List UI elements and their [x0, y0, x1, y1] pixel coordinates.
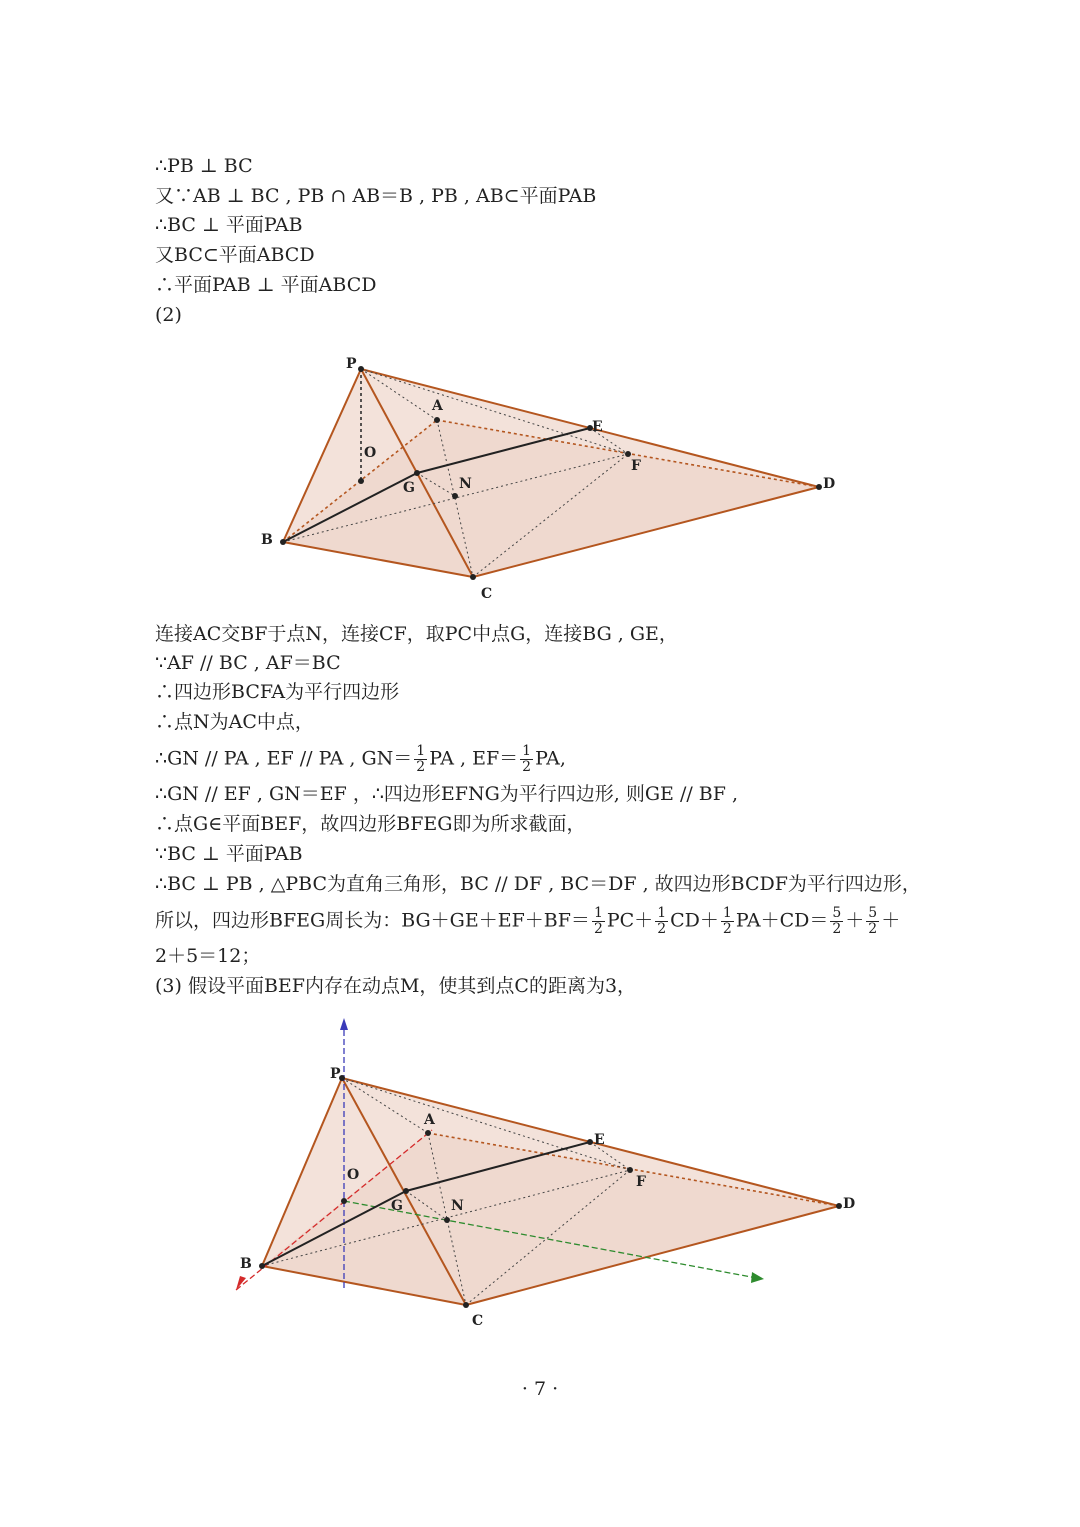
denominator: 2 [657, 921, 667, 937]
denominator: 2 [722, 921, 732, 937]
label-c: C [481, 586, 493, 602]
point-a [425, 1130, 431, 1136]
proof-line: 连接AC交BF于点N，连接CF，取PC中点G，连接BG , GE， [155, 623, 678, 645]
proof-line: ∴GN // EF , GN＝EF ，∴四边形EFNG为平行四边形, 则GE // BF , [155, 783, 739, 805]
text-segment: PA＋CD＝ [735, 909, 829, 932]
proof-line: ∴四边形BCFA为平行四边形 [155, 681, 400, 703]
proof-line: ∴BC ⊥ 平面PAB [155, 214, 303, 236]
numerator: 1 [593, 905, 603, 921]
label-g: G [403, 480, 415, 496]
label-o: O [347, 1167, 360, 1183]
point-b [259, 1263, 265, 1269]
proof-line: ∴点N为AC中点， [155, 711, 314, 733]
proof-line: 又BC⊂平面ABCD [155, 244, 315, 266]
label-f: F [631, 458, 641, 474]
label-f: F [636, 1174, 646, 1190]
proof-line: ∴点G∈平面BEF，故四边形BFEG即为所求截面， [155, 813, 586, 835]
proof-line: ∵BC ⊥ 平面PAB [155, 843, 303, 865]
label-a: A [424, 1112, 435, 1128]
denominator: 2 [416, 759, 426, 775]
point-e [587, 1139, 593, 1145]
proof-line: (3) 假设平面BEF内存在动点M，使其到点C的距离为3， [155, 975, 637, 997]
part-label: (2) [155, 304, 182, 326]
proof-line: ∴PB ⊥ BC [155, 155, 253, 177]
label-p: P [346, 356, 357, 372]
text-segment: PC＋ [606, 909, 654, 932]
page-number: · 7 · [521, 1378, 559, 1400]
proof-line: 又∵AB ⊥ BC , PB ∩ AB＝B , PB , AB⊂平面PAB [155, 185, 597, 207]
text-segment: CD＋ [670, 909, 719, 932]
z-axis-arrow [340, 1018, 348, 1030]
label-c: C [472, 1313, 484, 1329]
text-segment: ＋ [845, 909, 865, 932]
proof-line: ∵AF // BC , AF＝BC [155, 652, 341, 674]
numerator: 1 [416, 743, 426, 759]
proof-line: ∴平面PAB ⊥ 平面ABCD [155, 274, 377, 296]
numerator: 5 [832, 905, 842, 921]
proof-line: 2＋5＝12； [155, 945, 261, 967]
text-segment: PA, [535, 747, 566, 770]
point-g [403, 1188, 409, 1194]
point-f [627, 1167, 633, 1173]
label-d: D [843, 1196, 856, 1212]
label-n: N [459, 476, 472, 492]
label-p: P [330, 1066, 341, 1082]
text-segment: PA , EF＝ [429, 747, 519, 770]
text-segment: 所以，四边形BFEG周长为：BG＋GE＋EF＋BF＝ [155, 909, 590, 932]
point-c [463, 1302, 469, 1308]
point-o [341, 1198, 347, 1204]
proof-line: ∴BC ⊥ PB , △PBC为直角三角形，BC // DF , BC＝DF , 故四边形BCDF为平行四边形， [155, 873, 921, 895]
label-g: G [391, 1198, 403, 1214]
numerator: 1 [522, 743, 532, 759]
denominator: 2 [832, 921, 842, 937]
text-segment: ＋ [881, 909, 901, 932]
label-e: E [592, 419, 603, 435]
numerator: 1 [657, 905, 667, 921]
label-a: A [432, 398, 443, 414]
label-b: B [261, 532, 273, 548]
denominator: 2 [593, 921, 603, 937]
denominator: 2 [522, 759, 532, 775]
y-axis-arrow [751, 1272, 764, 1283]
point-d [836, 1203, 842, 1209]
label-b: B [240, 1256, 252, 1272]
numerator: 1 [722, 905, 732, 921]
text-segment: ∴GN // PA , EF // PA , GN＝ [155, 747, 413, 770]
label-e: E [594, 1132, 605, 1148]
point-n [444, 1217, 450, 1223]
numerator: 5 [868, 905, 878, 921]
label-n: N [451, 1198, 464, 1214]
label-o: O [364, 445, 377, 461]
label-d: D [823, 476, 836, 492]
denominator: 2 [868, 921, 878, 937]
